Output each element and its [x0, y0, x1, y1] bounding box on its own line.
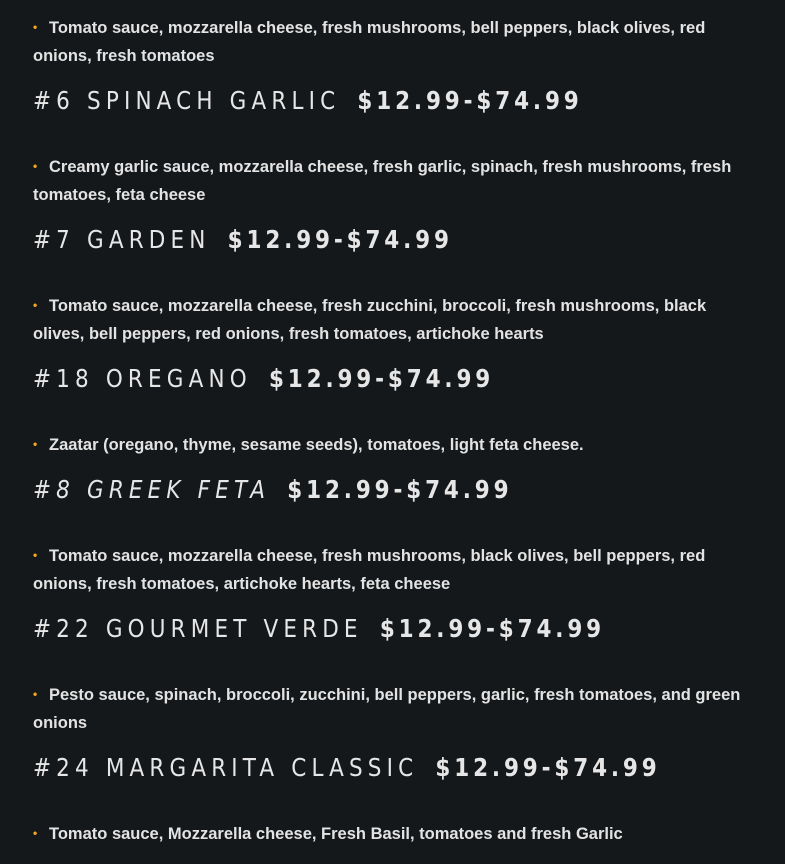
menu-item-title — [33, 81, 583, 121]
description-text: Tomato sauce, mozzarella cheese, fresh zucchini, broccoli, fresh mushrooms, black olives, bell peppers, red onions, fresh tomatoes, artichoke hearts — [33, 297, 707, 343]
menu-item-description — [33, 13, 753, 70]
bullet-icon: • — [33, 298, 38, 312]
menu-item-name: #22 GOURMET VERDE — [33, 614, 363, 643]
menu-item-price: $12.99-$74.99 — [268, 364, 495, 393]
menu-item-name: #6 SPINACH GARLIC — [33, 86, 341, 115]
menu-item-title — [33, 748, 661, 788]
menu-item-price: $12.99-$74.99 — [227, 225, 453, 254]
menu-item-description — [33, 152, 753, 209]
menu-item-price: $12.99-$74.99 — [435, 753, 661, 782]
bullet-icon: • — [33, 159, 38, 173]
menu-item-description — [33, 680, 753, 737]
menu-item-price: $12.99-$74.99 — [287, 475, 513, 504]
description-text: Zaatar (oregano, thyme, sesame seeds), tomatoes, light feta cheese. — [49, 436, 584, 454]
bullet-icon: • — [33, 437, 38, 451]
menu-item-name: #24 MARGARITA CLASSIC — [33, 753, 419, 782]
bullet-icon: • — [33, 826, 38, 840]
menu-item-title — [33, 220, 453, 260]
description-text: Tomato sauce, mozzarella cheese, fresh mushrooms, bell peppers, black olives, red onions, fresh tomatoes — [33, 19, 706, 65]
description-text: Creamy garlic sauce, mozzarella cheese, fresh garlic, spinach, fresh mushrooms, fresh tomatoes, feta cheese — [33, 158, 732, 204]
bullet-icon: • — [33, 20, 38, 34]
menu-item-price: $12.99-$74.99 — [357, 86, 583, 115]
description-text: Pesto sauce, spinach, broccoli, zucchini, bell peppers, garlic, fresh tomatoes, and green onions — [33, 686, 741, 732]
menu-item-name: #8 GREEK FETA — [33, 475, 271, 504]
menu-item-title — [33, 470, 512, 510]
menu-item-description — [33, 819, 753, 848]
menu-item-title — [33, 359, 494, 399]
menu-item-title — [33, 609, 605, 649]
menu-item-name: #18 OREGANO — [33, 364, 252, 393]
menu-item-description — [33, 291, 753, 348]
description-text: Tomato sauce, mozzarella cheese, fresh mushrooms, black olives, bell peppers, red onions, fresh tomatoes, artichoke hearts, feta cheese — [33, 547, 706, 593]
menu-item-description — [33, 541, 753, 598]
description-text: Tomato sauce, Mozzarella cheese, Fresh Basil, tomatoes and fresh Garlic — [49, 825, 623, 843]
menu-item-name: #7 GARDEN — [33, 225, 211, 254]
bullet-icon: • — [33, 687, 38, 701]
bullet-icon: • — [33, 548, 38, 562]
menu-item-description — [33, 430, 753, 459]
menu-item-price: $12.99-$74.99 — [379, 614, 605, 643]
